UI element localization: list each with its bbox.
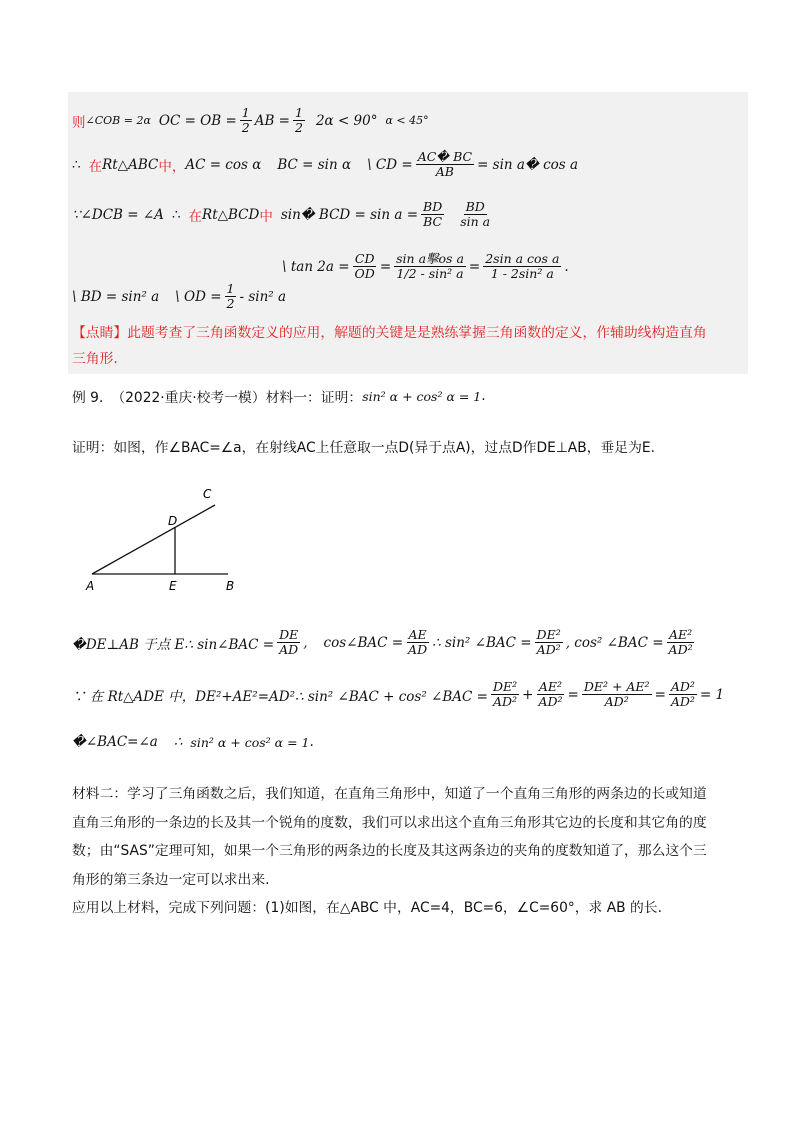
angle-cob: ∠COB = 2α bbox=[85, 114, 151, 128]
eq1-cossq: , cos² ∠BAC = bbox=[565, 634, 664, 651]
eq3-end: . bbox=[309, 734, 314, 750]
od-tail: - sin² a bbox=[239, 288, 287, 305]
example-label: 例 9. bbox=[72, 390, 104, 406]
identity-statement: sin² α + cos² α = 1 bbox=[362, 388, 482, 404]
fraction-eq2-3: $\frac{\text{DE² + AE²}}{\text{AD²}}$ bbox=[583, 679, 650, 710]
ab-eq: AB = bbox=[254, 112, 290, 129]
zhong-text: 中， bbox=[158, 158, 186, 175]
example-source: （2022·重庆·校考一模）材料一：证明： bbox=[111, 390, 363, 406]
label-b: B bbox=[226, 579, 235, 593]
label-e: E bbox=[169, 579, 177, 593]
eq1-cos: cos∠BAC = bbox=[323, 634, 404, 651]
material-2-question: 应用以上材料，完成下列问题：(1)如图，在△ABC 中，AC=4，BC=6，∠C=60°，求 AB 的长. bbox=[72, 900, 662, 916]
fraction-double-angle: $\frac{\text{2sin a cos a}}{\text{1 - 2sin² a}}$ bbox=[485, 251, 560, 282]
equation-line-1: �DE⊥AB 于点 E∴ sin∠BAC = $\frac{DE}{AD}$ , cos∠BAC = $\frac{AE}{AD}$ ∴ sin² ∠BAC = $\frac{\text{DE²}}{\text{AD²}}$ , cos² ∠BAC = $\frac{\text{AE²}}{\text{AD²}}$ bbox=[72, 627, 693, 658]
oc-ob-eq: OC = OB = bbox=[158, 112, 237, 129]
dianjing-note bbox=[72, 320, 742, 372]
eq1-start: �DE⊥AB 于点 E∴ sin∠BAC = bbox=[72, 636, 275, 653]
sin-bcd-eq: sin� BCD = sin a = bbox=[280, 206, 419, 223]
zai-text-2: 在 bbox=[188, 208, 203, 225]
material-2 bbox=[72, 780, 737, 923]
solution-line-5 bbox=[72, 282, 286, 312]
ray-ac bbox=[92, 505, 215, 574]
fraction-bd-sin: $\frac{BD}{\text{sin a}}$ bbox=[460, 199, 491, 230]
sin-cos-product: = sin a� cos a bbox=[477, 156, 579, 173]
example-9-header: 例 9. （2022·重庆·校考一模）材料一：证明： sin² α + cos² α = 1 . bbox=[72, 388, 486, 406]
material-2-line-1: 材料二：学习了三角函数之后，我们知道，在直角三角形中，知道了一个直角三角形的两条边的长或知道 bbox=[72, 786, 707, 802]
fraction-de2-ad2: $\frac{\text{DE²}}{\text{AD²}}$ bbox=[536, 627, 561, 658]
fraction-ae-ad: $\frac{AE}{AD}$ bbox=[408, 627, 428, 658]
zhong-text-2: 中 bbox=[259, 208, 273, 225]
fraction-half-3: $\frac{1}{2}$ bbox=[226, 281, 235, 312]
solution-line-1 bbox=[72, 106, 429, 136]
tan-2a-eq: \ tan 2a = bbox=[282, 258, 350, 275]
triangle-figure bbox=[80, 480, 270, 600]
fraction-half-2: $\frac{1}{2}$ bbox=[295, 105, 303, 136]
solution-line-3 bbox=[72, 200, 495, 230]
ac-cos: AC = cos α bbox=[185, 156, 262, 173]
fraction-cd-od: $\frac{CD}{OD}$ bbox=[354, 251, 375, 282]
bd-sin-sq: \ BD = sin² a bbox=[72, 288, 160, 305]
note-line-2: 三角形. bbox=[72, 351, 118, 367]
triangle-bcd: Rt△BCD bbox=[202, 206, 260, 223]
angle-dcb-eq: ∵∠DCB = ∠A bbox=[72, 206, 164, 223]
cd-eq: \ CD = bbox=[367, 156, 413, 173]
fraction-ae2-ad2: $\frac{\text{AE²}}{\text{AD²}}$ bbox=[668, 627, 693, 658]
inequality-alpha: α < 45° bbox=[385, 114, 429, 128]
inequality-2alpha: 2α < 90° bbox=[315, 112, 378, 129]
proof-intro: 证明：如图，作∠BAC=∠a，在射线AC上任意取一点D(异于点A)，过点D作DE⊥AB，垂足为E. bbox=[72, 440, 656, 456]
material-2-line-2: 直角三角形的一条边的长及其一个锐角的度数，我们可以求出这个直角三角形其它边的长度和其它角的度 bbox=[72, 814, 707, 831]
therefore-symbol: ∴ bbox=[72, 156, 81, 173]
therefore-symbol-2: ∴ bbox=[171, 206, 181, 223]
fraction-de-ad: $\frac{DE}{AD}$ bbox=[279, 627, 299, 658]
eq1-sinsq: ∴ sin² ∠BAC = bbox=[432, 634, 532, 651]
triangle-abc: Rt△ABC bbox=[102, 156, 159, 173]
eq2-start: ∵ 在 Rt△ADE 中，DE²+AE²=AD²∴ sin² ∠BAC + cos² ∠BAC = bbox=[72, 688, 488, 705]
note-line-1: 【点睛】此题考查了三角函数定义的应用，解题的关键是是熟练掌握三角函数的定义，作辅助线构造直角 bbox=[72, 325, 707, 341]
equation-line-2: ∵ 在 Rt△ADE 中，DE²+AE²=AD²∴ sin² ∠BAC + cos² ∠BAC = $\frac{\text{DE²}}{\text{AD²}}$ + $\frac{\text{AE²}}{\text{AD²}}$ = $\frac{\text{DE² + AE²}}{\text{AD²}}$ = $\frac{\text{AD²}}{\text{AD²}}$ = 1 bbox=[72, 679, 725, 710]
solution-line-2 bbox=[72, 150, 578, 180]
material-2-line-3: 数；由“SAS”定理可知，如果一个三角形的两条边的长度及其这两条边的夹角的度数知道了，那么这个三 bbox=[72, 843, 707, 859]
eq2-end: = 1 bbox=[699, 686, 725, 703]
bc-sin: BC = sin α bbox=[277, 156, 352, 173]
material-2-line-4: 角形的第三条边一定可以求出来. bbox=[72, 871, 270, 888]
fraction-sincos-half: $\frac{\text{sin a擊os a}}{\text{1/2 - sin² a}}$ bbox=[396, 251, 464, 282]
eq3-start: �∠BAC=∠a bbox=[72, 734, 158, 750]
eq3-therefore: ∴ bbox=[173, 734, 183, 750]
fraction-eq2-2: $\frac{\text{AE²}}{\text{AD²}}$ bbox=[538, 679, 563, 710]
ze-prefix: 则 bbox=[72, 114, 86, 131]
fraction-half-1: $\frac{1}{2}$ bbox=[241, 105, 250, 136]
label-c: C bbox=[203, 487, 212, 501]
solution-line-4: \ tan 2a = $\frac{CD}{OD}$ = $\frac{\text{sin a擊os a}}{\text{1/2 - sin² a}}$ = $\frac{\text{2sin a cos a}}{\text{1 - 2sin² a}}$ . bbox=[282, 251, 569, 282]
eq3-identity: sin² α + cos² α = 1 bbox=[190, 734, 310, 750]
fraction-eq2-1: $\frac{\text{DE²}}{\text{AD²}}$ bbox=[492, 679, 518, 710]
zai-text: 在 bbox=[88, 158, 103, 175]
fraction-bd-bc: $\frac{BD}{BC}$ bbox=[423, 199, 443, 230]
od-eq: \ OD = bbox=[175, 288, 222, 305]
fraction-ac-bc-ab: $\frac{AC� BC}{AB}$ bbox=[417, 149, 473, 180]
label-d: D bbox=[168, 514, 178, 528]
fraction-eq2-4: $\frac{\text{AD²}}{\text{AD²}}$ bbox=[670, 679, 695, 710]
label-a: A bbox=[86, 579, 95, 593]
equation-line-3 bbox=[72, 734, 314, 750]
